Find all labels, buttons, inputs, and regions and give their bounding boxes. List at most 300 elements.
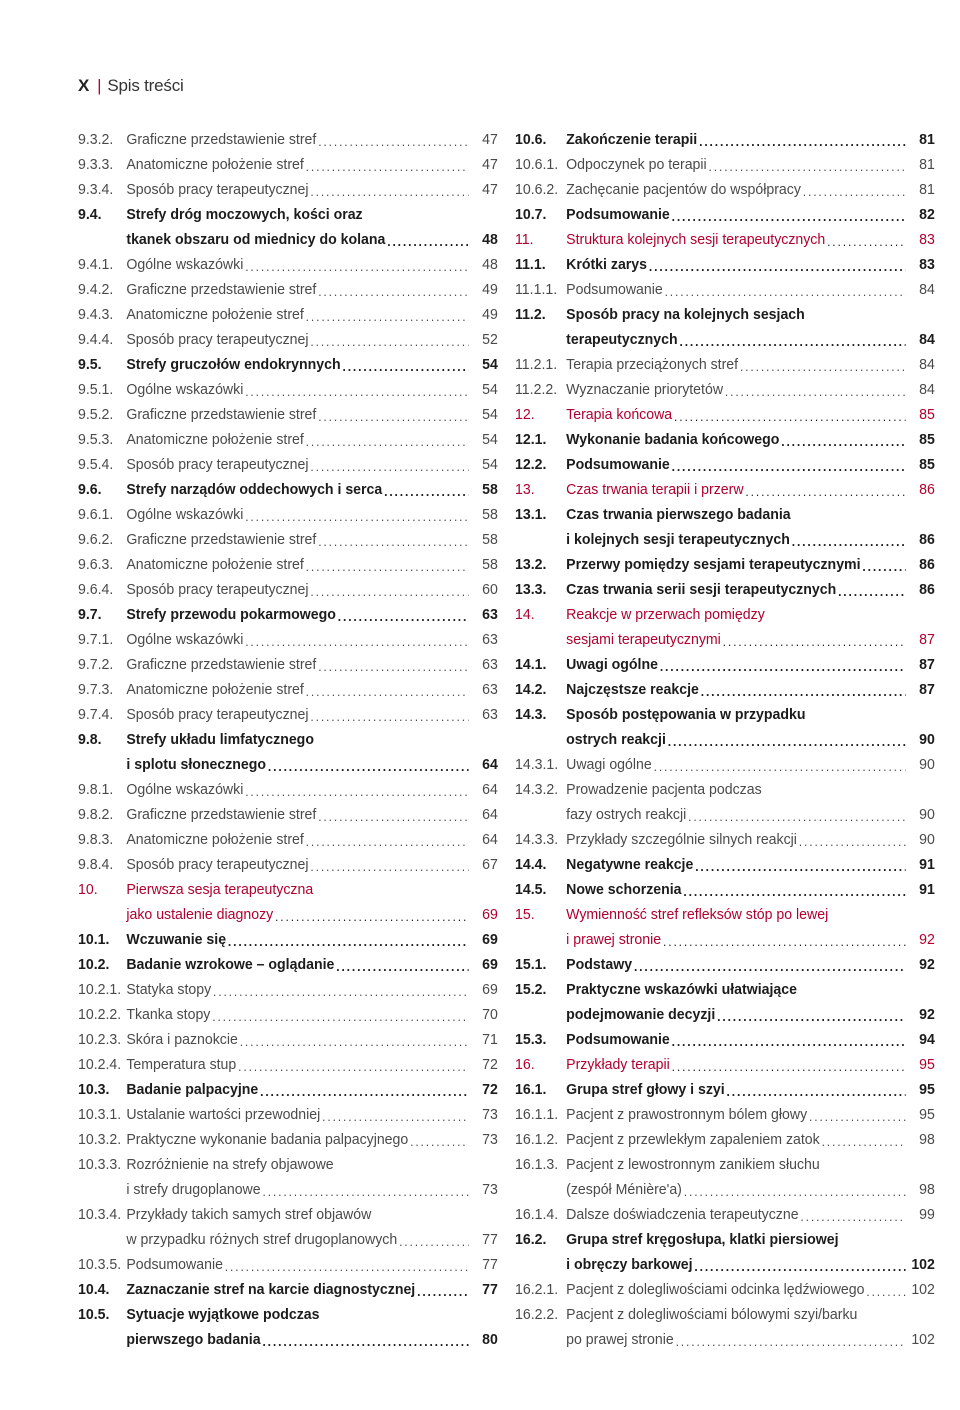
toc-entry[interactable]: [78, 1152, 498, 1202]
dot-leader: [245, 257, 468, 277]
toc-entry[interactable]: [78, 1202, 498, 1252]
toc-entry[interactable]: [78, 727, 498, 777]
dot-leader: [701, 682, 905, 702]
toc-entry-line: [515, 1252, 935, 1277]
toc-entry[interactable]: [78, 1002, 498, 1027]
dot-leader: [245, 632, 468, 652]
toc-entry[interactable]: [78, 627, 498, 652]
toc-entry-line: [78, 352, 498, 377]
toc-entry-title: Czas trwania pierwszego badania: [566, 506, 791, 523]
toc-entry-line: [78, 702, 498, 727]
dot-leader: [668, 732, 905, 752]
toc-entry-number: 9.3.2.: [78, 131, 114, 148]
toc-entry-title: Anatomiczne położenie stref: [126, 681, 304, 698]
toc-entry[interactable]: [78, 1027, 498, 1052]
toc-entry[interactable]: [515, 277, 935, 302]
dot-leader: [306, 682, 468, 702]
toc-entry-number: 10.6.2.: [515, 181, 559, 198]
toc-entry[interactable]: [78, 602, 498, 627]
toc-entry-number: 9.8.2.: [78, 806, 114, 823]
toc-entry-page: 85: [919, 431, 935, 448]
toc-entry[interactable]: [78, 352, 498, 377]
toc-entry-page: 58: [482, 481, 498, 498]
toc-entry-page: 95: [919, 1106, 935, 1123]
toc-entry-page: 49: [482, 306, 498, 323]
toc-entry-title: Praktyczne wykonanie badania palpacyjnego: [126, 1131, 409, 1148]
toc-entry-line: [515, 1302, 935, 1327]
toc-entry-number: 9.3.3.: [78, 156, 114, 173]
toc-entry-page: 69: [482, 956, 498, 973]
toc-entry-title: Anatomiczne położenie stref: [126, 156, 304, 173]
toc-entry[interactable]: [78, 552, 498, 577]
toc-entry-title: Pierwsza sesja terapeutyczna: [126, 881, 314, 898]
toc-entry-line: [78, 952, 498, 977]
toc-entry-line: [515, 327, 935, 352]
toc-entry[interactable]: [515, 1227, 935, 1277]
dot-leader: [318, 282, 468, 302]
toc-entry[interactable]: [515, 502, 935, 552]
toc-entry-page: 90: [919, 831, 935, 848]
toc-entry-page: 60: [482, 581, 498, 598]
toc-entry-line: [515, 1077, 935, 1102]
toc-entry[interactable]: [515, 1152, 935, 1202]
toc-entry-page: 47: [482, 181, 498, 198]
toc-entry-title: Zachęcanie pacjentów do współpracy: [566, 181, 801, 198]
toc-entry-number: 11.2.: [515, 306, 546, 323]
toc-entry[interactable]: [515, 1027, 935, 1052]
toc-entry[interactable]: [515, 127, 935, 152]
toc-entry-line: [515, 277, 935, 302]
dot-leader: [672, 1057, 906, 1077]
toc-entry-line: [515, 727, 935, 752]
toc-entry[interactable]: [515, 827, 935, 852]
toc-entry-page: 81: [919, 156, 935, 173]
toc-entry[interactable]: [515, 1202, 935, 1227]
toc-entry-number: 10.2.1.: [78, 981, 122, 998]
toc-entry[interactable]: [78, 477, 498, 502]
toc-entry-number: 10.: [78, 881, 98, 898]
toc-entry-number: 13.: [515, 481, 535, 498]
toc-entry-number: 9.4.3.: [78, 306, 114, 323]
dot-leader: [672, 457, 906, 477]
toc-entry-number: 16.1.2.: [515, 1131, 559, 1148]
toc-entry-title: Sposób pracy terapeutycznej: [126, 581, 309, 598]
toc-entry-page: 54: [482, 431, 498, 448]
dot-leader: [310, 707, 468, 727]
toc-entry-line: [78, 152, 498, 177]
dot-leader: [275, 907, 468, 927]
toc-entry-line: [78, 652, 498, 677]
toc-entry[interactable]: [78, 502, 498, 527]
toc-entry-page: 64: [482, 831, 498, 848]
toc-entry-number: 9.5.1.: [78, 381, 114, 398]
toc-entry-title: Podsumowanie: [566, 281, 663, 298]
toc-entry-line: [515, 977, 935, 1002]
toc-entry-line: [515, 627, 935, 652]
toc-entry-line: [78, 177, 498, 202]
toc-entry[interactable]: [78, 302, 498, 327]
toc-entry-number: 10.4.: [78, 1281, 110, 1298]
toc-entry[interactable]: [78, 952, 498, 977]
toc-entry-number: 10.2.: [78, 956, 110, 973]
dot-leader: [688, 807, 905, 827]
toc-entry-title: Podstawy: [566, 956, 633, 973]
toc-entry-title: Graficzne przedstawienie stref: [126, 806, 317, 823]
toc-entry[interactable]: [78, 202, 498, 252]
toc-entry-number: 10.3.3.: [78, 1156, 122, 1173]
toc-entry-page: 77: [482, 1281, 498, 1298]
toc-entry-number: 15.1.: [515, 956, 547, 973]
toc-entry[interactable]: [515, 652, 935, 677]
toc-entry-title: Ogólne wskazówki: [126, 781, 244, 798]
toc-entry[interactable]: [515, 427, 935, 452]
toc-entry-title: Sposób pracy terapeutycznej: [126, 856, 309, 873]
toc-entry-title: i kolejnych sesji terapeutycznych: [566, 531, 790, 548]
toc-entry-line: [515, 927, 935, 952]
toc-entry[interactable]: [515, 152, 935, 177]
toc-entry-number: 9.4.4.: [78, 331, 114, 348]
toc-entry-title: Pacjent z lewostronnym zanikiem słuchu: [566, 1156, 820, 1173]
toc-entry[interactable]: [78, 702, 498, 727]
toc-entry[interactable]: [78, 377, 498, 402]
dot-leader: [699, 132, 905, 152]
toc-entry-title: Tkanka stopy: [126, 1006, 211, 1023]
toc-entry-number: 9.4.2.: [78, 281, 114, 298]
dot-leader: [384, 482, 468, 502]
toc-entry-line: [515, 777, 935, 802]
toc-entry-line: [78, 377, 498, 402]
toc-entry[interactable]: [515, 977, 935, 1027]
toc-entry-line: [78, 977, 498, 1002]
dot-leader: [717, 1007, 905, 1027]
toc-entry-title: i strefy drugoplanowe: [126, 1181, 261, 1198]
toc-entry-line: [78, 752, 498, 777]
toc-entry[interactable]: [78, 852, 498, 877]
toc-entry-page: 102: [911, 1331, 935, 1348]
toc-entry-line: [515, 402, 935, 427]
toc-entry[interactable]: [78, 127, 498, 152]
toc-entry[interactable]: [515, 602, 935, 652]
toc-entry-number: 11.1.1.: [515, 281, 558, 298]
toc-entry[interactable]: [78, 427, 498, 452]
toc-entry-number: 10.2.3.: [78, 1031, 122, 1048]
toc-entry-number: 10.6.: [515, 131, 547, 148]
toc-entry[interactable]: [78, 1077, 498, 1102]
dot-leader: [342, 357, 468, 377]
toc-entry-number: 10.7.: [515, 206, 547, 223]
toc-entry-number: 15.3.: [515, 1031, 547, 1048]
toc-entry[interactable]: [78, 1302, 498, 1352]
toc-entry-line: [515, 1327, 935, 1352]
toc-entry-title: Graficzne przedstawienie stref: [126, 281, 317, 298]
dot-leader: [310, 457, 468, 477]
toc-entry[interactable]: [515, 227, 935, 252]
toc-entry[interactable]: [515, 1277, 935, 1302]
toc-entry[interactable]: [515, 777, 935, 827]
toc-entry-page: 90: [919, 806, 935, 823]
toc-entry[interactable]: [78, 452, 498, 477]
toc-entry-title: Ogólne wskazówki: [126, 256, 244, 273]
toc-entry-number: 12.1.: [515, 431, 547, 448]
toc-entry-number: 9.6.4.: [78, 581, 114, 598]
header-divider: |: [97, 76, 102, 95]
toc-entry-page: 86: [919, 531, 935, 548]
toc-entry-page: 95: [919, 1081, 935, 1098]
toc-column-left: [78, 127, 498, 1352]
toc-entry-title: Sposób pracy terapeutycznej: [126, 456, 309, 473]
toc-entry[interactable]: [78, 277, 498, 302]
toc-entry[interactable]: [78, 402, 498, 427]
toc-entry-number: 16.2.2.: [515, 1306, 559, 1323]
toc-entry[interactable]: [515, 402, 935, 427]
toc-entry-title: podejmowanie decyzji: [566, 1006, 716, 1023]
toc-entry-page: 81: [919, 131, 935, 148]
toc-entry-line: [78, 627, 498, 652]
toc-entry-title: Graficzne przedstawienie stref: [126, 131, 317, 148]
toc-entry[interactable]: [515, 252, 935, 277]
toc-entry[interactable]: [515, 877, 935, 902]
toc-entry-line: [515, 377, 935, 402]
toc-entry[interactable]: [78, 927, 498, 952]
toc-entry[interactable]: [515, 352, 935, 377]
toc-entry[interactable]: [515, 177, 935, 202]
toc-entry-page: 58: [482, 531, 498, 548]
dot-leader: [674, 407, 905, 427]
toc-entry[interactable]: [78, 527, 498, 552]
toc-entry-page: 91: [919, 881, 935, 898]
toc-entry-title: tkanek obszaru od miednicy do kolana: [126, 231, 386, 248]
toc-entry-title: Grupa stref kręgosłupa, klatki piersiowej: [566, 1231, 839, 1248]
toc-entry-page: 92: [919, 956, 935, 973]
dot-leader: [862, 557, 905, 577]
toc-entry-title: Czas trwania serii sesji terapeutycznych: [566, 581, 837, 598]
toc-entry-title: Badanie palpacyjne: [126, 1081, 259, 1098]
toc-entry-line: [78, 1302, 498, 1327]
toc-entry[interactable]: [515, 1052, 935, 1077]
dot-leader: [322, 1107, 468, 1127]
toc-entry-title: Wymienność stref refleksów stóp po lewej: [566, 906, 829, 923]
toc-entry-line: [515, 677, 935, 702]
toc-entry-line: [515, 427, 935, 452]
toc-entry-line: [78, 1252, 498, 1277]
toc-entry-page: 58: [482, 556, 498, 573]
toc-entry-title: Anatomiczne położenie stref: [126, 431, 304, 448]
toc-entry-number: 13.3.: [515, 581, 547, 598]
toc-entry-title: Podsumowanie: [566, 1031, 670, 1048]
toc-entry[interactable]: [515, 952, 935, 977]
toc-entry-line: [78, 1152, 498, 1177]
toc-entry-number: 14.: [515, 606, 535, 623]
toc-entry-page: 49: [482, 281, 498, 298]
toc-entry[interactable]: [78, 1277, 498, 1302]
dot-leader: [306, 157, 468, 177]
toc-entry-title: Przykłady takich samych stref objawów: [126, 1206, 372, 1223]
toc-entry-title: Struktura kolejnych sesji terapeutycznych: [566, 231, 826, 248]
toc-entry-number: 16.1.: [515, 1081, 547, 1098]
dot-leader: [306, 832, 468, 852]
dot-leader: [684, 1182, 905, 1202]
dot-leader: [238, 1057, 468, 1077]
toc-entry[interactable]: [515, 1102, 935, 1127]
toc-entry[interactable]: [78, 677, 498, 702]
toc-entry-line: [515, 852, 935, 877]
toc-entry-title: Terapia przeciążonych stref: [566, 356, 739, 373]
dot-leader: [695, 857, 905, 877]
toc-entry[interactable]: [78, 802, 498, 827]
toc-entry[interactable]: [515, 1302, 935, 1352]
dot-leader: [792, 532, 905, 552]
dot-leader: [318, 407, 468, 427]
toc-entry[interactable]: [515, 202, 935, 227]
toc-entry[interactable]: [78, 327, 498, 352]
toc-entry[interactable]: [515, 1077, 935, 1102]
toc-entry-title: Wczuwanie się: [126, 931, 227, 948]
toc-entry-page: 69: [482, 981, 498, 998]
toc-entry-line: [515, 1177, 935, 1202]
toc-entry-line: [515, 952, 935, 977]
toc-entry-page: 77: [482, 1231, 498, 1248]
toc-entry[interactable]: [78, 877, 498, 927]
toc-entry-title: Przykłady szczególnie silnych reakcji: [566, 831, 797, 848]
toc-entry-title: Sposób pracy terapeutycznej: [126, 181, 309, 198]
toc-entry-line: [515, 177, 935, 202]
toc-entry-number: 9.8.: [78, 731, 102, 748]
toc-entry[interactable]: [515, 1127, 935, 1152]
toc-entry-number: 14.3.: [515, 706, 547, 723]
toc-entry-line: [515, 552, 935, 577]
toc-entry-number: 16.2.1.: [515, 1281, 559, 1298]
toc-entry-title: Zakończenie terapii: [566, 131, 698, 148]
toc-entry[interactable]: [78, 577, 498, 602]
toc-entry-line: [515, 352, 935, 377]
toc-entry-line: [515, 752, 935, 777]
toc-entry-title: (zespół Ménière'a): [566, 1181, 682, 1198]
toc-entry-page: 92: [919, 931, 935, 948]
dot-leader: [679, 332, 905, 352]
toc-entry-line: [78, 577, 498, 602]
toc-column-right: [515, 127, 935, 1352]
toc-entry-page: 73: [482, 1181, 498, 1198]
dot-leader: [799, 832, 905, 852]
toc-entry-number: 11.: [515, 231, 534, 248]
toc-entry[interactable]: [515, 477, 935, 502]
toc-entry-line: [515, 452, 935, 477]
toc-entry-line: [78, 1327, 498, 1352]
toc-entry[interactable]: [515, 702, 935, 752]
toc-entry[interactable]: [515, 302, 935, 352]
dot-leader: [306, 432, 468, 452]
toc-entry-title: Praktyczne wskazówki ułatwiające: [566, 981, 797, 998]
toc-entry[interactable]: [515, 852, 935, 877]
dot-leader: [727, 1082, 906, 1102]
dot-leader: [336, 957, 468, 977]
dot-leader: [803, 182, 905, 202]
toc-entry-page: 47: [482, 156, 498, 173]
toc-entry[interactable]: [78, 1252, 498, 1277]
toc-entry[interactable]: [78, 777, 498, 802]
dot-leader: [310, 582, 468, 602]
toc-entry-line: [515, 602, 935, 627]
toc-entry[interactable]: [78, 1102, 498, 1127]
toc-entry-page: 63: [482, 656, 498, 673]
dot-leader: [660, 657, 905, 677]
toc-entry[interactable]: [78, 1127, 498, 1152]
toc-entry-line: [78, 877, 498, 902]
toc-entry-title: Czas trwania terapii i przerw: [566, 481, 744, 498]
toc-entry[interactable]: [515, 677, 935, 702]
toc-entry[interactable]: [78, 1052, 498, 1077]
toc-entry-line: [515, 1152, 935, 1177]
toc-entry[interactable]: [78, 177, 498, 202]
toc-entry-title: w przypadku różnych stref drugoplanowych: [126, 1231, 398, 1248]
toc-entry-page: 47: [482, 131, 498, 148]
toc-entry-number: 13.2.: [515, 556, 547, 573]
toc-entry-number: 9.6.3.: [78, 556, 114, 573]
toc-entry[interactable]: [515, 752, 935, 777]
toc-entry-number: 15.2.: [515, 981, 547, 998]
dot-leader: [725, 382, 905, 402]
toc-entry-line: [78, 902, 498, 927]
toc-entry[interactable]: [515, 552, 935, 577]
toc-entry-title: Strefy dróg moczowych, kości oraz: [126, 206, 363, 223]
dot-leader: [410, 1132, 468, 1152]
toc-entry[interactable]: [78, 152, 498, 177]
toc-entry-number: 9.7.: [78, 606, 102, 623]
dot-leader: [387, 232, 468, 252]
toc-entry[interactable]: [515, 452, 935, 477]
toc-entry-title: sesjami terapeutycznymi: [566, 631, 721, 648]
toc-entry-page: 54: [482, 456, 498, 473]
toc-entry-page: 94: [919, 1031, 935, 1048]
dot-leader: [310, 182, 468, 202]
toc-entry-page: 87: [919, 631, 935, 648]
toc-entry-line: [515, 152, 935, 177]
toc-entry-number: 9.6.1.: [78, 506, 114, 523]
toc-entry-page: 98: [919, 1131, 935, 1148]
toc-entry-title: Uwagi ogólne: [566, 756, 652, 773]
toc-entry-number: 16.1.1.: [515, 1106, 559, 1123]
toc-entry[interactable]: [78, 652, 498, 677]
toc-entry-title: Sposób pracy na kolejnych sesjach: [566, 306, 805, 323]
dot-leader: [417, 1282, 468, 1302]
toc-entry-number: 10.3.: [78, 1081, 110, 1098]
toc-entry-line: [515, 502, 935, 527]
toc-entry[interactable]: [515, 902, 935, 952]
toc-entry-line: [515, 827, 935, 852]
toc-entry-line: [78, 1127, 498, 1152]
toc-entry-number: 14.2.: [515, 681, 547, 698]
toc-entry-page: 84: [919, 281, 935, 298]
toc-entry-line: [78, 1027, 498, 1052]
toc-entry[interactable]: [515, 377, 935, 402]
toc-entry-line: [515, 527, 935, 552]
toc-entry-line: [78, 777, 498, 802]
dot-leader: [723, 632, 905, 652]
toc-entry[interactable]: [78, 827, 498, 852]
toc-entry-title: Nowe schorzenia: [566, 881, 682, 898]
header-title: Spis treści: [107, 76, 184, 95]
toc-entry-line: [78, 452, 498, 477]
toc-entry-title: Grupa stref głowy i szyi: [566, 1081, 725, 1098]
toc-entry[interactable]: [515, 577, 935, 602]
toc-entry[interactable]: [78, 252, 498, 277]
toc-entry-page: 87: [919, 681, 935, 698]
dot-leader: [694, 1257, 905, 1277]
toc-entry[interactable]: [78, 977, 498, 1002]
toc-entry-line: [515, 477, 935, 502]
toc-entry-page: 64: [482, 756, 498, 773]
toc-entry-title: Zaznaczanie stref na karcie diagnostycznej: [126, 1281, 416, 1298]
